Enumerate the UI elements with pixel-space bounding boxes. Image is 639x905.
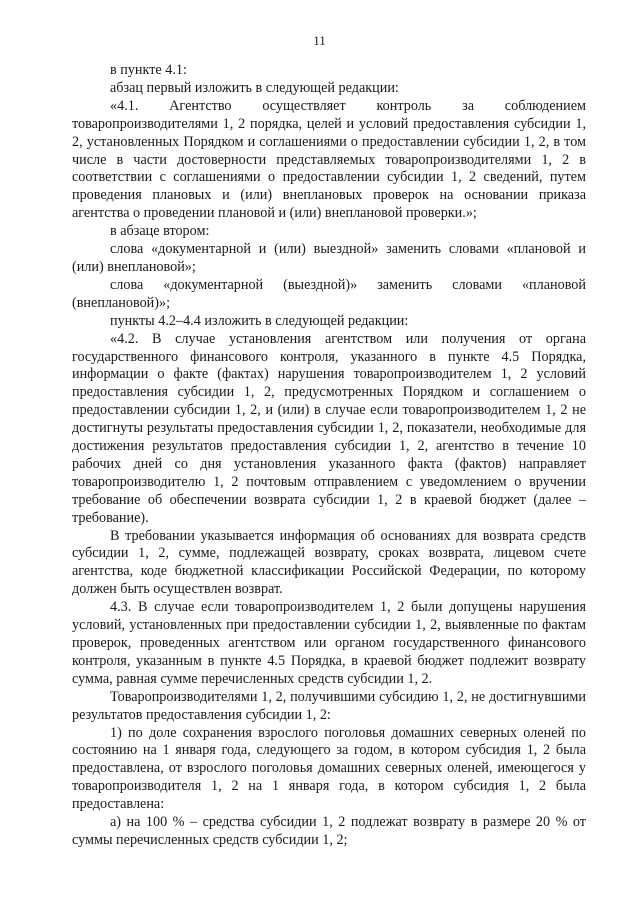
paragraph-clause-4-3: 4.3. В случае если товаропроизводителем 1, 2 были допущены нарушения условий, установленных при предоставлении субсидии 1, 2, выявленные по фактам проверок, проведенных агентством или органом государственного финансового контроля, указанным в пункте 4.5 Порядка, в краевой бюджет подлежит возврату сумма, равная сумме перечисленных средств субсидии 1, 2. — [72, 599, 586, 687]
paragraph-item-1: 1) по доле сохранения взрослого поголовья домашних северных оленей по состоянию на 1 января года, следующего за годом, в котором субсидия 1, 2 была предоставлена, от взрослого поголовья домашних северных оленей, имеющегося у товаропроизводителя 1, 2 на 1 января года, в котором субсидия 1, 2 была предоставлена: — [72, 724, 586, 813]
paragraph-producers-not-achieved: Товаропроизводителями 1, 2, получившими субсидию 1, 2, не достигнувшими результатов предоставления субсидии 1, 2: — [72, 688, 586, 723]
paragraph-replace-words-1: слова «документарной и (или) выездной» заменить словами «плановой и (или) внеплановой»; — [72, 241, 586, 275]
paragraph-replace-words-2: слова «документарной (выездной)» заменить словами «плановой (внеплановой)»; — [72, 276, 586, 311]
paragraph-second-abzats: в абзаце втором: — [110, 223, 210, 240]
paragraph-clause-4-2: «4.2. В случае установления агентством или получения от органа государственного финансового контроля, указанного в пункте 4.5 Порядка, информации о факте (фактах) нарушения товаропроизводителем 1, 2 условий предоставления субсидии 1, 2, предусмотренных Порядком и соглашением о предоставлении субсидии 1, 2, и (или) в случае если товаропроизводителем 1, 2 не достигнуты результаты предоставления субсидии 1, 2, показатели, необходимые для достижения результатов предоставления субсидии 1, 2, агентство в течение 10 рабочих дней со дня установления указанного факта (фактов) направляет товаропроизводителю 1, 2 почтовым отправлением с уведомлением о вручении требование об обеспечении возврата субсидии 1, 2 в краевой бюджет (далее – требование). — [72, 330, 586, 526]
paragraph-first-abzats: абзац первый изложить в следующей редакции: — [110, 79, 399, 96]
page-number: 11 — [313, 33, 326, 48]
paragraph-item-a: а) на 100 % – средства субсидии 1, 2 подлежат возврату в размере 20 % от суммы перечисленных средств субсидии 1, 2; — [72, 814, 586, 848]
paragraph-clause-4-1: «4.1. Агентство осуществляет контроль за соблюдением товаропроизводителями 1, 2 порядка, целей и условий предоставления субсидии 1, 2, установленных Порядком и соглашениями о предоставлении субсидии 1, 2, в том числе в части достоверности представляемых товаропроизводителями 1, 2 в соответствии с соглашениями о предоставлении субсидии 1, 2 сведений, путем проведения плановых и (или) внеплановых проверок на основании приказа агентства о проведении плановой и (или) внеплановой проверки.»; — [72, 97, 586, 222]
paragraph-requirement-info: В требовании указывается информация об основаниях для возврата средств субсидии 1, 2, сумме, подлежащей возврату, сроках возврата, лицевом счете агентства, коде бюджетной классификации Российской Федерации, по которому должен быть осуществлен возврат. — [72, 527, 586, 598]
document-body — [72, 62, 586, 850]
paragraph-clauses-4-2-4-4: пункты 4.2–4.4 изложить в следующей редакции: — [110, 312, 409, 329]
paragraph-amendment-intro: в пункте 4.1: — [110, 62, 187, 78]
